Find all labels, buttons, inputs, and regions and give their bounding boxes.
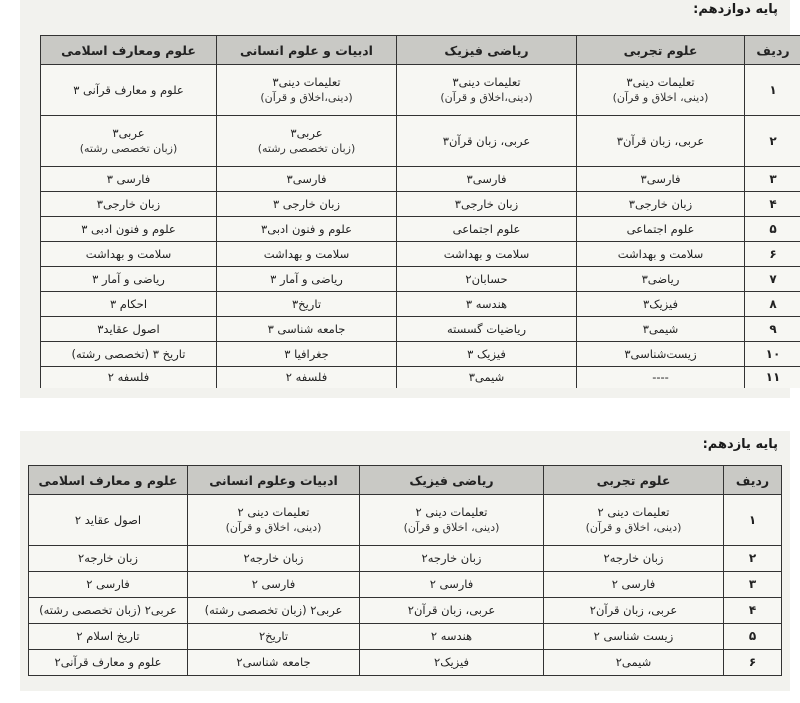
row-number: ۱	[724, 495, 782, 546]
table-cell: فارسی۳	[217, 167, 397, 192]
table-row	[41, 267, 800, 292]
row-number: ۳	[745, 167, 800, 192]
row-number: ۳	[724, 572, 782, 598]
row-number: ۵	[745, 217, 800, 242]
table-row	[41, 167, 800, 192]
table-cell: تاریخ ۳ (تخصصی رشته)	[41, 342, 217, 367]
row-number: ۱	[745, 65, 800, 116]
table-cell: علوم و فنون ادبی ۳	[41, 217, 217, 242]
table-cell: عربی۲ (زبان تخصصی رشته)	[29, 598, 188, 624]
table-row	[41, 242, 800, 267]
table-cell: فارسی ۳	[41, 167, 217, 192]
table-row	[41, 116, 800, 167]
table-cell: سلامت و بهداشت	[41, 242, 217, 267]
table-cell: ریاضی۳	[577, 267, 745, 292]
row-number: ۲	[745, 116, 800, 167]
grade11-table	[28, 465, 782, 676]
table-cell: زبان خارجی۳	[577, 192, 745, 217]
table-cell: جغرافیا ۳	[217, 342, 397, 367]
table-cell: احکام ۳	[41, 292, 217, 317]
table-cell: عربی۳ (زبان تخصصی رشته)	[217, 116, 397, 167]
table-cell: علوم اجتماعی	[397, 217, 577, 242]
table-cell: تعلیمات دینی ۲ (دینی، اخلاق و قرآن)	[360, 495, 544, 546]
row-number: ۹	[745, 317, 800, 342]
table-row	[41, 292, 800, 317]
table-cell: عربی، زبان قرآن۳	[397, 116, 577, 167]
grade11-header-2: ریاضی فیزیک	[360, 466, 544, 495]
table-cell: عربی، زبان قرآن۲	[544, 598, 724, 624]
grade12-header-3: ادبیات و علوم انسانی	[217, 36, 397, 65]
table-cell: هندسه ۲	[360, 624, 544, 650]
row-number: ۵	[724, 624, 782, 650]
table-cell: زبان خارجه۲	[360, 546, 544, 572]
table-cell: علوم اجتماعی	[577, 217, 745, 242]
grade12-header-0: ردیف	[745, 36, 800, 65]
grade11-header-4: علوم و معارف اسلامی	[29, 466, 188, 495]
grade11-header-1: علوم تجربی	[544, 466, 724, 495]
table-cell: فلسفه ۲	[41, 367, 217, 389]
table-cell: زیست شناسی ۲	[544, 624, 724, 650]
table-cell: فارسی ۲	[188, 572, 360, 598]
table-cell: فارسی ۲	[360, 572, 544, 598]
table-cell: فیزیک ۳	[397, 342, 577, 367]
grade12-header-1: علوم تجربی	[577, 36, 745, 65]
table-cell: فلسفه ۲	[217, 367, 397, 389]
table-row	[41, 317, 800, 342]
table-cell: شیمی۳	[577, 317, 745, 342]
table-cell: علوم و معارف قرآنی ۳	[41, 65, 217, 116]
grade11-section	[20, 431, 790, 691]
table-cell: فارسی۳	[577, 167, 745, 192]
table-cell: حسابان۲	[397, 267, 577, 292]
table-cell: زبان خارجی ۳	[217, 192, 397, 217]
table-cell: هندسه ۳	[397, 292, 577, 317]
table-cell: تاریخ اسلام ۲	[29, 624, 188, 650]
table-cell: زبان خارجه۲	[188, 546, 360, 572]
table-cell: فیزیک۲	[360, 650, 544, 676]
grade11-header-3: ادبیات وعلوم انسانی	[188, 466, 360, 495]
table-cell: زیست‌شناسی۳	[577, 342, 745, 367]
table-row	[41, 192, 800, 217]
table-cell: تعلیمات دینی۳ (دینی،اخلاق و قرآن)	[397, 65, 577, 116]
row-number: ۱۱	[745, 367, 800, 389]
grade12-header-4: علوم ومعارف اسلامی	[41, 36, 217, 65]
table-cell: تعلیمات دینی ۲ (دینی، اخلاق و قرآن)	[188, 495, 360, 546]
table-cell: تعلیمات دینی۳ (دینی،اخلاق و قرآن)	[217, 65, 397, 116]
grade12-table	[40, 35, 800, 388]
table-cell: ریاضیات گسسته	[397, 317, 577, 342]
table-cell: سلامت و بهداشت	[217, 242, 397, 267]
row-number: ۲	[724, 546, 782, 572]
table-cell: فارسی۳	[397, 167, 577, 192]
table-row	[29, 546, 782, 572]
table-cell: اصول عقاید ۲	[29, 495, 188, 546]
table-cell: شیمی۲	[544, 650, 724, 676]
table-row	[29, 598, 782, 624]
grade11-header-0: ردیف	[724, 466, 782, 495]
table-cell: سلامت و بهداشت	[577, 242, 745, 267]
grade12-header-2: ریاضی فیزیک	[397, 36, 577, 65]
row-number: ۴	[724, 598, 782, 624]
table-cell: ریاضی و آمار ۳	[217, 267, 397, 292]
table-cell: عربی۲ (زبان تخصصی رشته)	[188, 598, 360, 624]
table-row	[29, 624, 782, 650]
table-cell: سلامت و بهداشت	[397, 242, 577, 267]
table-cell: ----	[577, 367, 745, 389]
table-cell: فارسی ۲	[29, 572, 188, 598]
row-number: ۷	[745, 267, 800, 292]
table-cell: زبان خارجی۳	[41, 192, 217, 217]
table-cell: تاریخ۳	[217, 292, 397, 317]
table-cell: فیزیک۳	[577, 292, 745, 317]
row-number: ۸	[745, 292, 800, 317]
table-cell: تعلیمات دینی۳ (دینی، اخلاق و قرآن)	[577, 65, 745, 116]
table-cell: فارسی ۲	[544, 572, 724, 598]
row-number: ۶	[724, 650, 782, 676]
table-cell: جامعه شناسی ۳	[217, 317, 397, 342]
table-cell: علوم و فنون ادبی۳	[217, 217, 397, 242]
table-row	[41, 217, 800, 242]
grade12-header-row	[41, 36, 800, 65]
table-row	[29, 650, 782, 676]
grade11-title: پایه یازدهم:	[702, 437, 778, 452]
table-cell: عربی، زبان قرآن۲	[360, 598, 544, 624]
table-cell: شیمی۳	[397, 367, 577, 389]
table-row	[41, 342, 800, 367]
table-cell: اصول عقاید۳	[41, 317, 217, 342]
table-cell: زبان خارجه۲	[29, 546, 188, 572]
table-row	[29, 495, 782, 546]
table-cell: تاریخ۲	[188, 624, 360, 650]
row-number: ۱۰	[745, 342, 800, 367]
table-cell: تعلیمات دینی ۲ (دینی، اخلاق و قرآن)	[544, 495, 724, 546]
table-cell: عربی، زبان قرآن۳	[577, 116, 745, 167]
table-cell: ریاضی و آمار ۳	[41, 267, 217, 292]
table-row	[29, 572, 782, 598]
table-cell: زبان خارجه۲	[544, 546, 724, 572]
grade11-header-row	[29, 466, 782, 495]
grade12-title: پایه دوازدهم:	[693, 2, 778, 17]
row-number: ۴	[745, 192, 800, 217]
table-cell: جامعه شناسی۲	[188, 650, 360, 676]
grade12-section	[20, 0, 790, 398]
table-row	[41, 367, 800, 389]
table-row	[41, 65, 800, 116]
table-cell: عربی۳ (زبان تخصصی رشته)	[41, 116, 217, 167]
table-cell: زبان خارجی۳	[397, 192, 577, 217]
table-cell: علوم و معارف قرآنی۲	[29, 650, 188, 676]
row-number: ۶	[745, 242, 800, 267]
